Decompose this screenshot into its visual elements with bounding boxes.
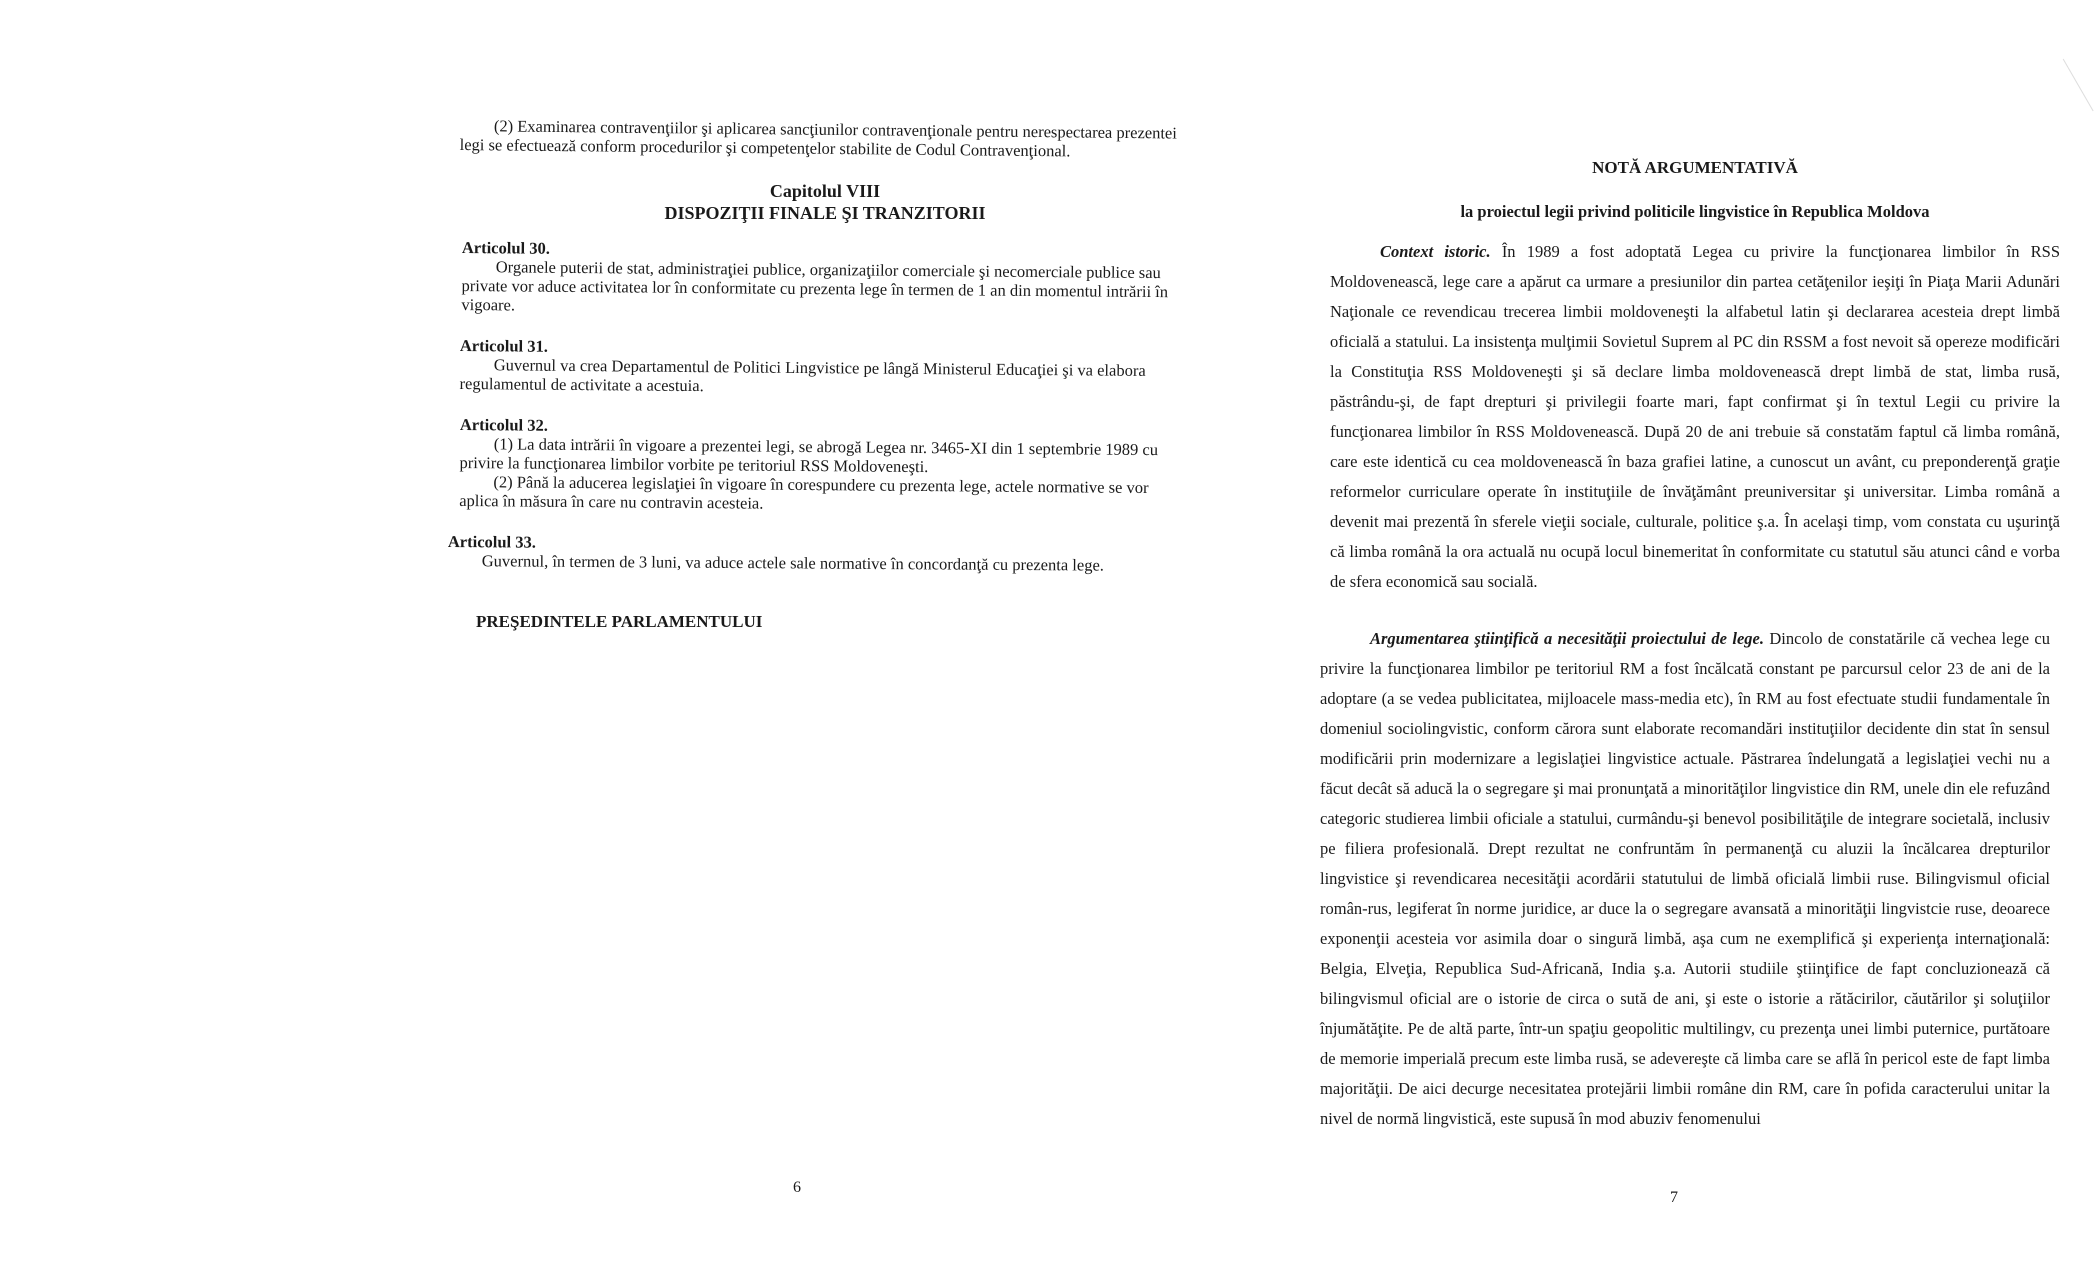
- chapter-title: DISPOZIŢII FINALE ŞI TRANZITORII: [664, 203, 986, 223]
- article-33: [448, 532, 1178, 575]
- article-text: (1) La data intrării în vigoare a prezentei legi, se abrogă Legea nr. 3465-XI din 1 septembrie 1989 cu privire la funcţionarea limbilor vorbite pe teritoriul RSS Moldoveneşti.: [459, 434, 1159, 477]
- section-lead: Context istoric.: [1380, 242, 1491, 261]
- article-title: Articolul 32.: [459, 415, 548, 435]
- document-page-right: [1290, 0, 2080, 1275]
- section-lead: Argumentarea ştiinţifică a necesităţii proiectului de lege.: [1370, 629, 1764, 648]
- article-title: Articolul 31.: [459, 336, 548, 356]
- article-title: Articolul 30.: [461, 238, 550, 258]
- chapter-heading: [460, 180, 1190, 224]
- section-text: Dincolo de constatările că vechea lege cu privire la funcţionarea limbilor pe teritoriul RM a fost încălcată constant pe parcursul celor 23 de ani de la adoptare (a se vedea publicitatea, mijloacele mass-media etc), în RM au fost efectuate studii fundamentale în domeniul sociolingvistic, conform cărora sunt elaborate recomandări instituţiilor decidente din stat în sensul modificării prin modernizare a legislaţiei lingvistice actuale. Păstrarea îndelungată a legislaţiei vechi nu a făcut decât să aducă la o segregare şi mai pronunţată a minorităţilor lingvistice din RM, unele din ele refuzând categoric studierea limbii oficiale a statului, curmându-şi benevol posibilităţile de integrare societală, inclusiv pe filiera profesională. Drept rezultat ne confruntăm în permanenţă cu aluzii la încălcarea drepturilor lingvistice şi revendicarea necesităţii acordării statutului de limbă oficială limbii ruse. Bilingvismul oficial român-rus, legiferat în norme juridice, ar duce la o segregare avansată a minorităţii lingvistcie ruse, deoarece exponenţii acesteia vor asimila doar o singură limbă, aşa cum ne exemplifică şi experienţa internaţională: Belgia, Elveţia, Republica Sud-Africană, India ş.a. Autorii studiile ştiinţifice de fapt concluzionează că bilingvismul oficial are o istorie de circa o sută de ani, şi este o istorie a rătăcirilor, căutărilor şi soluţiilor înjumătăţite. Pe de altă parte, într-un spaţiu geopolitic multilingv, cu prezenţa unei limbi puternice, purtătoare de memorie imperială precum este limba rusă, se adevereşte că limba care se află în pericol este de fapt limba majorităţii. De aici decurge necesitatea protejării limbii române din RM, care în pofida caracterului unitar la nivel de normă lingvistică, este supusă în mod abuziv fenomenului: [1320, 629, 2050, 1128]
- paragraph-text: (2) Examinarea contravenţiilor şi aplicarea sancţiunilor contravenţionale pentru nerespectarea prezentei legi se efectuează conform procedurilor şi competenţelor stabilite de Codul Contravenţional.: [459, 116, 1178, 161]
- article-32: [459, 415, 1190, 516]
- section-text: În 1989 a fost adoptată Legea cu privire la funcţionarea limbilor în RSS Moldovenească, lege care a apărut ca urmare a presiunilor din partea cetăţenilor ieşiţi în Piaţa Marii Adunări Naţionale ce revendicau trecerea limbii moldoveneşti la alfabetul latin şi declararea acesteia drept limbă oficială a statului. La insistenţa mulţimii Sovietul Suprem al PC din RSSM a fost nevoit să opereze modificări la Constituţia RSS Moldoveneşti şi să declare limba moldovenească drept limbă de stat, limba rusă, păstrându-şi, de fapt drepturi şi privilegii foarte mari, fapt confirmat şi în textul Legii cu privire la funcţionarea limbilor în RSS Moldovenească. După 20 de ani trebuie să constatăm faptul că limba română, care este identică cu cea moldovenească în baza grafiei latine, a cunoscut un avânt, cu preponderenţă graţie reformelor curriculare operate în instituţiile de învăţământ preuniversitar şi universitar. Limba română a devenit mai prezentă în sferele vieţii sociale, culturale, politice ş.a. În acelaşi timp, vom constata cu uşurinţă că limba română la ora actuală nu ocupă locul binemeritat în conformitate cu statutul său atunci când e vorba de sfera economică sau socială.: [1330, 242, 2061, 591]
- note-title: NOTĂ ARGUMENTATIVĂ: [1592, 158, 1798, 177]
- chapter-number: Capitolul VIII: [769, 181, 881, 201]
- section-scientific-argument: [1320, 624, 2050, 1134]
- signature-line: PREŞEDINTELE PARLAMENTULUI: [476, 612, 763, 631]
- paragraph-contraventions: [460, 116, 1190, 162]
- article-title: Articolul 33.: [447, 532, 536, 552]
- scan-mark: [2045, 59, 2093, 121]
- page-number: 7: [1670, 1189, 1678, 1206]
- article-text: Guvernul va crea Departamentul de Politici Lingvistice pe lângă Ministerul Educaţiei şi va elabora regulamentul de activitate a acestuia.: [459, 355, 1146, 396]
- page-number: 6: [793, 1179, 801, 1196]
- article-text: Guvernul, în termen de 3 luni, va aduce actele sale normative în concordanţă cu prezenta lege.: [481, 551, 1105, 575]
- section-historical-context: [1330, 237, 2060, 597]
- article-31: [460, 336, 1190, 399]
- note-subtitle: la proiectul legii privind politicile lingvistice în Republica Moldova: [1460, 202, 1930, 221]
- article-text: Organele puterii de stat, administraţiei publice, organizaţiilor comerciale şi necomerciale publice sau private vor aduce activitatea lor în conformitate cu prezenta lege în termen de 1 an din momentul intrării în vigoare.: [461, 257, 1169, 315]
- article-text: (2) Până la aducerea legislaţiei în vigoare în corespundere cu prezenta lege, actele normative se vor aplica în măsura în care nu contravin acesteia.: [459, 472, 1149, 513]
- article-30: [461, 238, 1192, 320]
